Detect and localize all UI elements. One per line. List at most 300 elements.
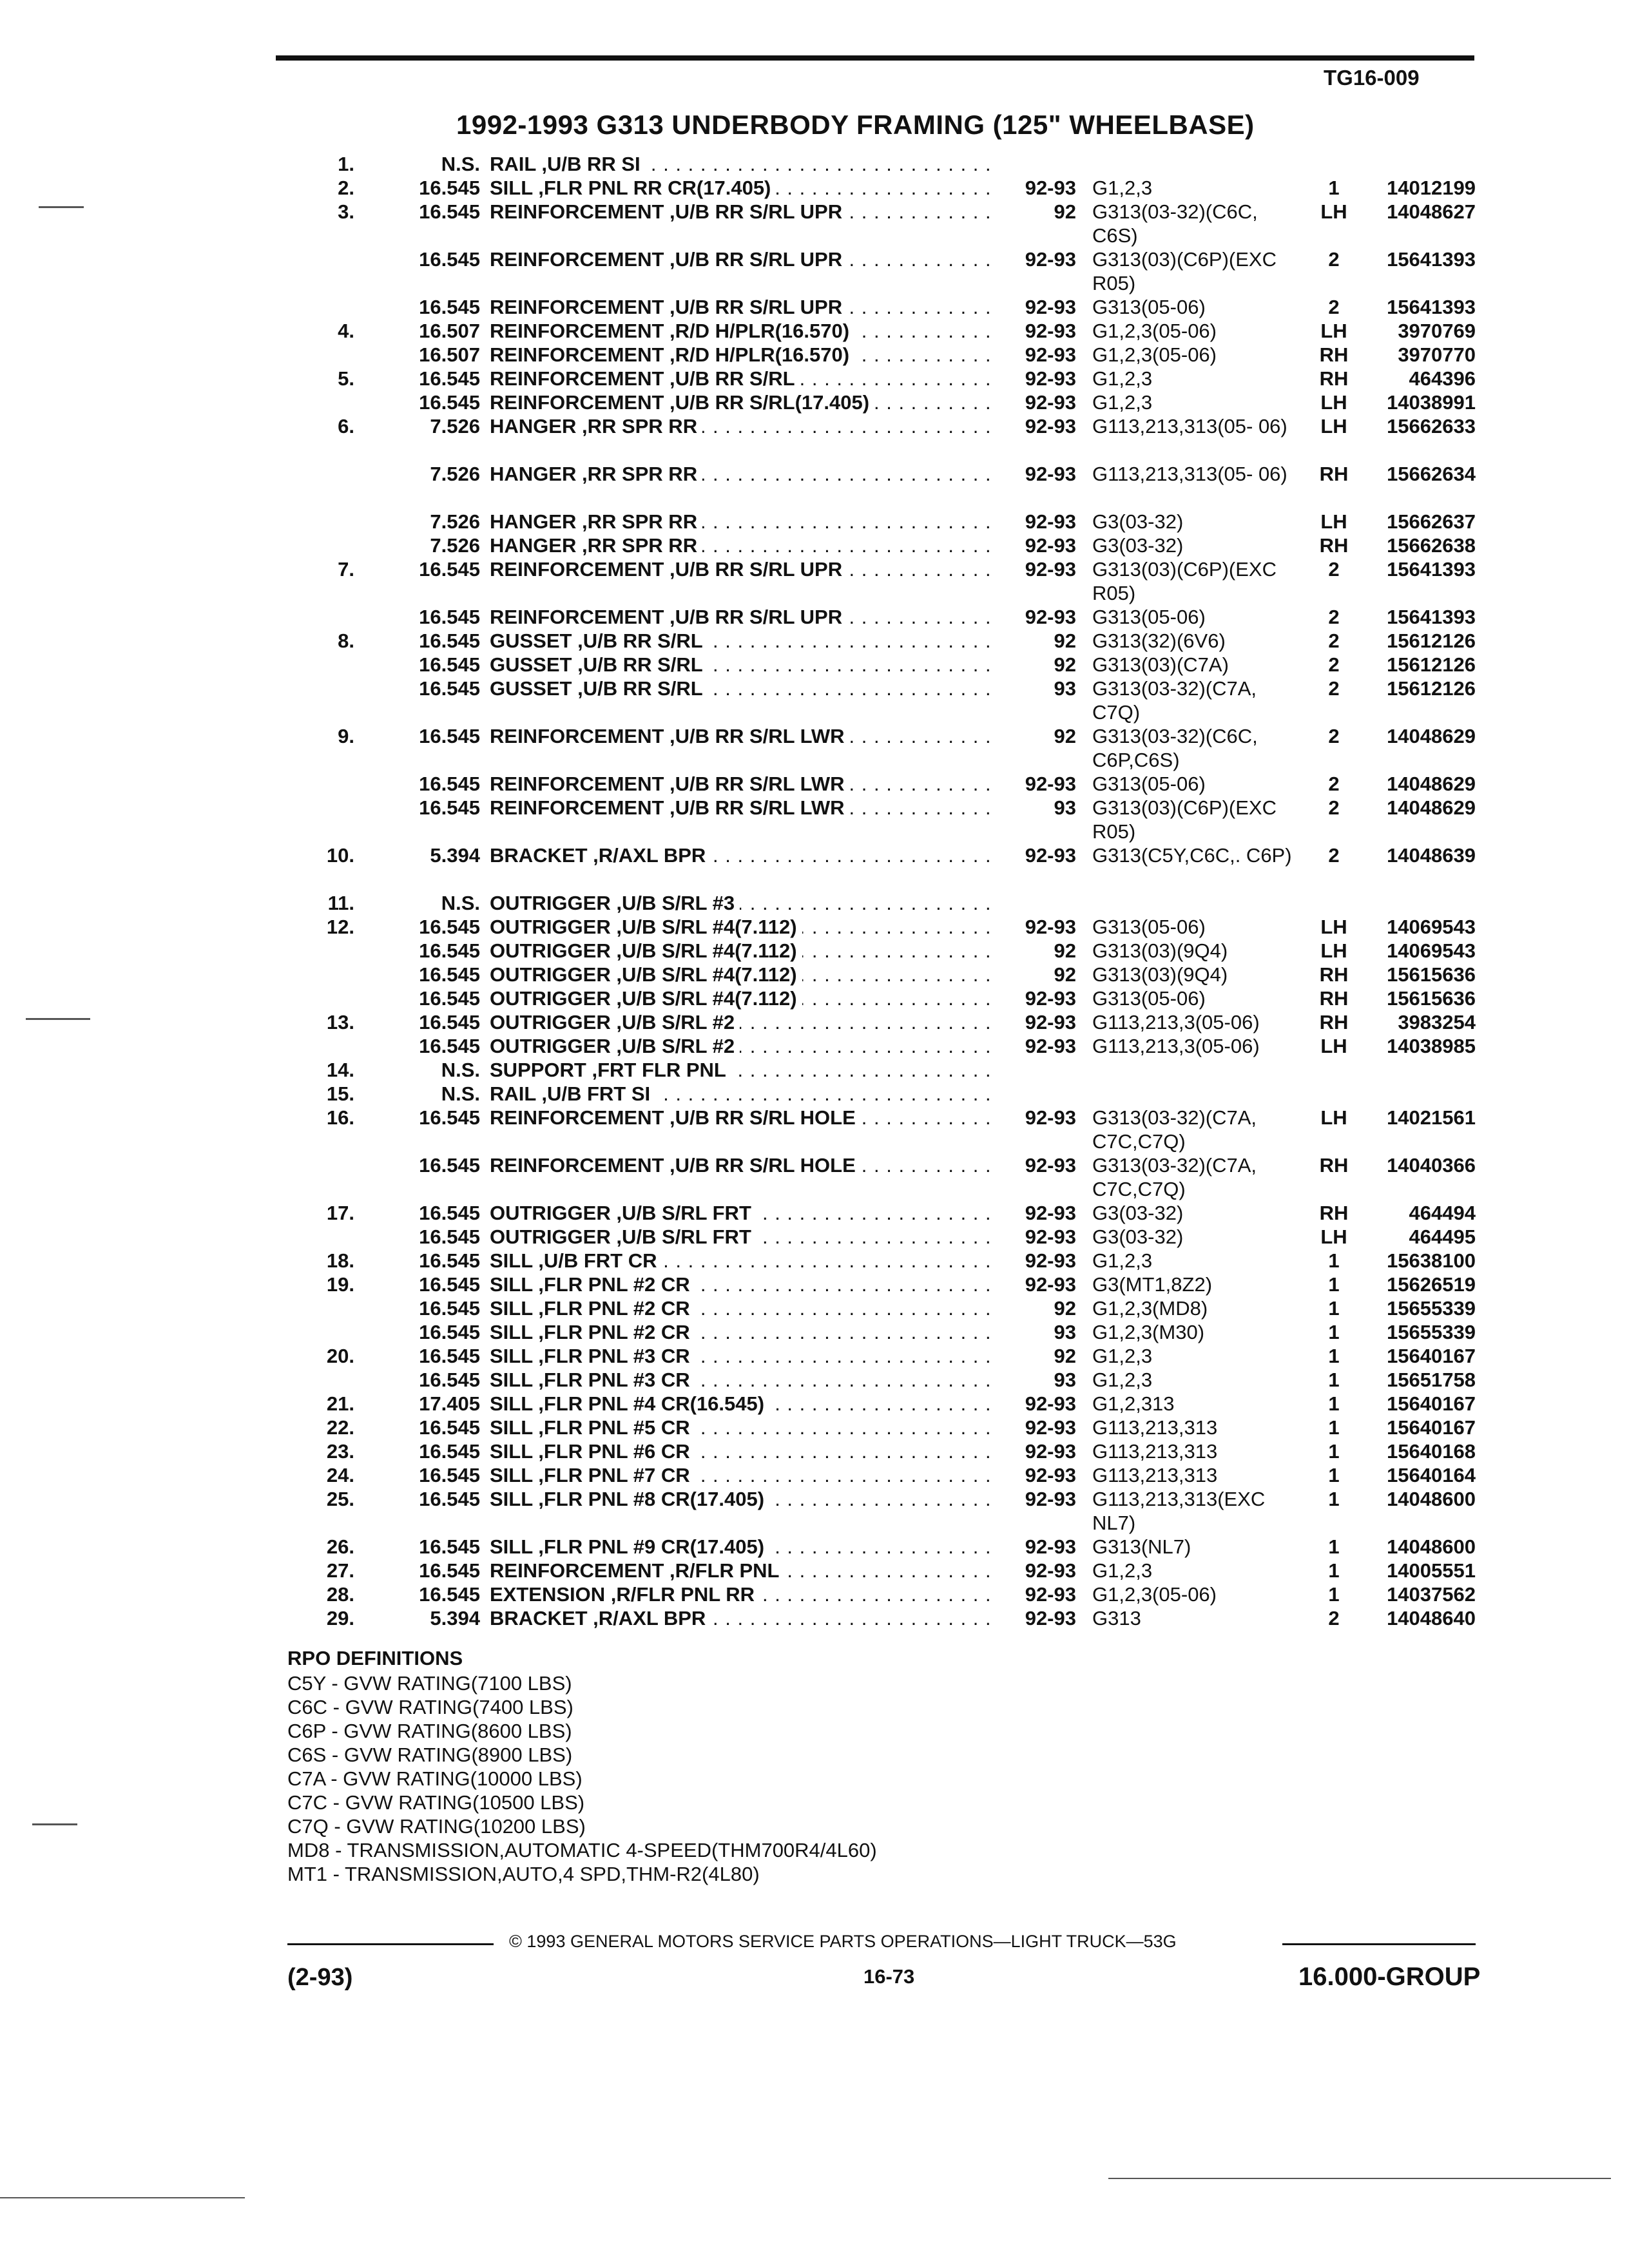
description-text: SILL ,FLR PNL #5 CR — [490, 1416, 695, 1439]
part-description — [490, 629, 996, 653]
quantity: 1 — [1328, 1535, 1340, 1558]
item-number: 11. — [327, 892, 354, 914]
model-years: 92-93 — [1025, 1035, 1076, 1057]
group-number: 16.545 — [419, 177, 480, 199]
part-description — [490, 200, 996, 224]
description-text: REINFORCEMENT ,R/D H/PLR(16.570) — [490, 320, 854, 342]
quantity: 1 — [1328, 1297, 1340, 1320]
part-description — [490, 1273, 996, 1296]
part-number: 14012199 — [1387, 177, 1476, 199]
model-years: 92-93 — [1025, 1106, 1076, 1129]
description-text: REINFORCEMENT ,U/B RR S/RL — [490, 367, 800, 390]
item-number: 3. — [338, 200, 354, 223]
group-number: 16.545 — [419, 1535, 480, 1558]
quantity: 1 — [1328, 1273, 1340, 1296]
part-description — [490, 319, 996, 343]
quantity: 2 — [1328, 558, 1340, 581]
item-number: 9. — [338, 725, 354, 747]
part-description — [490, 557, 996, 581]
item-number: 20. — [326, 1345, 354, 1367]
description-text: REINFORCEMENT ,U/B RR S/RL UPR — [490, 248, 847, 271]
group-number: N.S. — [441, 892, 480, 914]
part-row — [0, 915, 1629, 939]
part-row — [0, 1606, 1629, 1630]
model-usage: G1,2,3 — [1092, 391, 1153, 414]
group-number: 16.545 — [419, 916, 480, 938]
footer-rule-left — [287, 1943, 494, 1945]
item-number: 25. — [326, 1488, 354, 1510]
description-text: SILL ,U/B FRT CR — [490, 1249, 662, 1272]
model-usage: G1,2,3 — [1092, 1249, 1153, 1272]
part-row — [0, 1153, 1629, 1201]
part-description — [490, 1392, 996, 1416]
item-number: 27. — [326, 1559, 354, 1582]
model-years: 92-93 — [1025, 558, 1076, 581]
model-usage: G313(03-32)(C6C, C6P,C6S) — [1092, 725, 1258, 771]
item-number: 6. — [338, 415, 354, 437]
group-number: 16.545 — [419, 987, 480, 1010]
model-usage: G313(32)(6V6) — [1092, 629, 1226, 652]
rpo-definition: C7C - GVW RATING(10500 LBS) — [287, 1791, 585, 1814]
model-years: 92 — [1054, 939, 1076, 962]
item-number: 19. — [326, 1273, 354, 1296]
part-description — [490, 1439, 996, 1463]
part-number: 15662638 — [1387, 534, 1476, 557]
part-number: 15626519 — [1387, 1273, 1476, 1296]
quantity: 1 — [1328, 1345, 1340, 1367]
description-text: RAIL ,U/B FRT SI — [490, 1082, 655, 1105]
description-text: SUPPORT ,FRT FLR PNL — [490, 1059, 731, 1081]
scan-mark — [39, 206, 84, 208]
part-description — [490, 390, 996, 414]
model-years: 92-93 — [1025, 248, 1076, 271]
scan-mark — [26, 1018, 90, 1020]
item-number: 16. — [326, 1106, 354, 1129]
model-usage: G313(05-06) — [1092, 916, 1206, 938]
part-number: 15640164 — [1387, 1464, 1476, 1486]
rpo-definition: C6S - GVW RATING(8900 LBS) — [287, 1744, 573, 1766]
part-number: 15651758 — [1387, 1369, 1476, 1391]
model-years: 92 — [1054, 653, 1076, 676]
part-row — [0, 843, 1629, 891]
group-number: 16.507 — [419, 320, 480, 342]
part-description — [490, 1606, 996, 1630]
part-row — [0, 605, 1629, 629]
quantity: LH — [1320, 415, 1347, 437]
item-number: 21. — [326, 1392, 354, 1415]
part-description — [490, 677, 996, 700]
quantity: LH — [1320, 510, 1347, 533]
quantity: 2 — [1328, 677, 1340, 700]
model-years: 92-93 — [1025, 367, 1076, 390]
group-number: 16.545 — [419, 1488, 480, 1510]
part-row — [0, 1106, 1629, 1153]
model-usage: G113,213,313 — [1092, 1464, 1218, 1486]
part-number: 15612126 — [1387, 677, 1476, 700]
model-usage: G313(03)(C6P)(EXC R05) — [1092, 796, 1277, 843]
part-row — [0, 963, 1629, 986]
model-usage: G113,213,3(05-06) — [1092, 1011, 1260, 1033]
group-number: 16.545 — [419, 1583, 480, 1606]
description-text: REINFORCEMENT ,U/B RR S/RL UPR — [490, 558, 847, 581]
part-description — [490, 915, 996, 939]
item-number: 24. — [326, 1464, 354, 1486]
part-number: 14040366 — [1387, 1154, 1476, 1177]
item-number: 14. — [326, 1059, 354, 1081]
description-text: REINFORCEMENT ,U/B RR S/RL UPR — [490, 606, 847, 628]
group-number: 16.545 — [419, 677, 480, 700]
model-usage: G113,213,313 — [1092, 1440, 1218, 1463]
description-text: REINFORCEMENT ,R/FLR PNL — [490, 1559, 785, 1582]
item-number: 7. — [338, 558, 354, 581]
model-years: 93 — [1054, 1369, 1076, 1391]
model-usage: G113,213,313(05- 06) — [1092, 463, 1287, 485]
model-usage: G313(03)(C6P)(EXC R05) — [1092, 558, 1277, 604]
part-description — [490, 367, 996, 390]
part-row — [0, 1296, 1629, 1320]
model-years: 92-93 — [1025, 606, 1076, 628]
description-text: REINFORCEMENT ,U/B RR S/RL HOLE — [490, 1106, 861, 1129]
model-usage: G1,2,3(MD8) — [1092, 1297, 1208, 1320]
part-description — [490, 1082, 996, 1106]
item-number: 28. — [326, 1583, 354, 1606]
part-number: 15612126 — [1387, 653, 1476, 676]
description-text: SILL ,FLR PNL #3 CR — [490, 1369, 695, 1391]
description-text: EXTENSION ,R/FLR PNL RR — [490, 1583, 760, 1606]
model-years: 92-93 — [1025, 1464, 1076, 1486]
model-usage: G313(03-32)(C7A, C7C,C7Q) — [1092, 1154, 1257, 1200]
quantity: 1 — [1328, 1440, 1340, 1463]
item-number: 17. — [326, 1202, 354, 1224]
part-description — [490, 843, 996, 867]
model-usage: G313(03)(9Q4) — [1092, 963, 1228, 986]
top-rule — [276, 55, 1474, 61]
part-description — [490, 1010, 996, 1034]
part-number: 14048627 — [1387, 200, 1476, 223]
group-number: 7.526 — [430, 534, 480, 557]
description-text: GUSSET ,U/B RR S/RL — [490, 677, 708, 700]
model-years: 92-93 — [1025, 177, 1076, 199]
part-row — [0, 1559, 1629, 1582]
part-description — [490, 939, 996, 963]
description-text: SILL ,FLR PNL #6 CR — [490, 1440, 695, 1463]
model-years: 93 — [1054, 796, 1076, 819]
group-number: 16.545 — [419, 1106, 480, 1129]
quantity: 2 — [1328, 248, 1340, 271]
model-years: 92-93 — [1025, 343, 1076, 366]
part-description — [490, 1487, 996, 1511]
description-text: REINFORCEMENT ,U/B RR S/RL LWR — [490, 796, 850, 819]
model-years: 92-93 — [1025, 1488, 1076, 1510]
quantity: RH — [1319, 534, 1349, 557]
quantity: RH — [1319, 343, 1349, 366]
group-number: 16.545 — [419, 773, 480, 795]
model-years: 92-93 — [1025, 391, 1076, 414]
part-row — [0, 557, 1629, 605]
part-number: 464494 — [1409, 1202, 1476, 1224]
part-row — [0, 1535, 1629, 1559]
quantity: 1 — [1328, 1464, 1340, 1486]
description-text: REINFORCEMENT ,U/B RR S/RL LWR — [490, 725, 850, 747]
rpo-definition: C6C - GVW RATING(7400 LBS) — [287, 1696, 574, 1718]
scan-mark — [0, 2197, 245, 2198]
part-row — [0, 724, 1629, 772]
description-text: OUTRIGGER ,U/B S/RL #3 — [490, 892, 740, 914]
part-description — [490, 1368, 996, 1392]
quantity: 2 — [1328, 296, 1340, 318]
group-label: 16.000-GROUP — [1298, 1963, 1481, 1991]
model-years: 92-93 — [1025, 773, 1076, 795]
part-row — [0, 1010, 1629, 1034]
part-number: 14069543 — [1387, 939, 1476, 962]
part-number: 15641393 — [1387, 296, 1476, 318]
model-usage: G313(03)(C6P)(EXC R05) — [1092, 248, 1277, 294]
part-number: 15640168 — [1387, 1440, 1476, 1463]
rpo-definition: MD8 - TRANSMISSION,AUTOMATIC 4-SPEED(THM700R4/4L60) — [287, 1839, 877, 1861]
part-description — [490, 1225, 996, 1249]
rpo-definition: C7Q - GVW RATING(10200 LBS) — [287, 1815, 586, 1838]
model-usage: G113,213,313(EXC NL7) — [1092, 1488, 1266, 1534]
model-years: 92-93 — [1025, 1535, 1076, 1558]
description-text: SILL ,FLR PNL #4 CR(16.545) — [490, 1392, 769, 1415]
part-number: 14048629 — [1387, 773, 1476, 795]
part-description — [490, 1344, 996, 1368]
model-years: 92-93 — [1025, 296, 1076, 318]
part-description — [490, 176, 996, 200]
part-row — [0, 510, 1629, 533]
description-text: OUTRIGGER ,U/B S/RL #2 — [490, 1035, 740, 1057]
group-number: N.S. — [441, 153, 480, 175]
item-number: 15. — [326, 1082, 354, 1105]
part-number: 14069543 — [1387, 916, 1476, 938]
group-number: 16.545 — [419, 1297, 480, 1320]
part-description — [490, 1106, 996, 1129]
part-row — [0, 1058, 1629, 1082]
description-text: OUTRIGGER ,U/B S/RL FRT — [490, 1225, 757, 1248]
parts-list — [0, 152, 1629, 1630]
part-number: 15640167 — [1387, 1416, 1476, 1439]
quantity: 1 — [1328, 1249, 1340, 1272]
model-years: 92-93 — [1025, 1416, 1076, 1439]
description-text: SILL ,FLR PNL #9 CR(17.405) — [490, 1535, 769, 1558]
part-description — [490, 152, 996, 176]
part-description — [490, 1034, 996, 1058]
page-number: 16-73 — [863, 1965, 915, 1988]
group-number: 16.545 — [419, 1464, 480, 1486]
item-number: 2. — [338, 177, 354, 199]
model-years: 92-93 — [1025, 1559, 1076, 1582]
model-years: 92 — [1054, 1297, 1076, 1320]
part-row — [0, 1439, 1629, 1463]
part-row — [0, 462, 1629, 510]
rpo-definition: C5Y - GVW RATING(7100 LBS) — [287, 1672, 572, 1695]
description-text: REINFORCEMENT ,R/D H/PLR(16.570) — [490, 343, 854, 366]
rpo-definition: MT1 - TRANSMISSION,AUTO,4 SPD,THM-R2(4L80) — [287, 1863, 760, 1885]
description-text: HANGER ,RR SPR RR — [490, 510, 702, 533]
part-number: 15638100 — [1387, 1249, 1476, 1272]
part-number: 15640167 — [1387, 1392, 1476, 1415]
part-row — [0, 176, 1629, 200]
part-row — [0, 796, 1629, 843]
description-text: REINFORCEMENT ,U/B RR S/RL LWR — [490, 773, 850, 795]
part-number: 464396 — [1409, 367, 1476, 390]
model-usage: G1,2,3(M30) — [1092, 1321, 1205, 1343]
group-number: 16.507 — [419, 343, 480, 366]
model-usage: G313(05-06) — [1092, 773, 1206, 795]
part-description — [490, 510, 996, 533]
description-text: GUSSET ,U/B RR S/RL — [490, 629, 708, 652]
part-row — [0, 1249, 1629, 1273]
part-row — [0, 1582, 1629, 1606]
quantity: RH — [1319, 1202, 1349, 1224]
part-description — [490, 533, 996, 557]
group-number: 16.545 — [419, 1345, 480, 1367]
quantity: 2 — [1328, 629, 1340, 652]
description-text: SILL ,FLR PNL #2 CR — [490, 1321, 695, 1343]
model-usage: G3(03-32) — [1092, 510, 1184, 533]
part-description — [490, 605, 996, 629]
quantity: 2 — [1328, 653, 1340, 676]
description-text: SILL ,FLR PNL #7 CR — [490, 1464, 695, 1486]
group-number: 5.394 — [430, 1607, 480, 1629]
model-years: 92-93 — [1025, 1440, 1076, 1463]
group-number: 16.545 — [419, 1321, 480, 1343]
part-row — [0, 295, 1629, 319]
group-number: 16.545 — [419, 558, 480, 581]
part-number: 15662637 — [1387, 510, 1476, 533]
model-usage: G313(03-32)(C6C, C6S) — [1092, 200, 1258, 247]
model-usage: G1,2,3 — [1092, 367, 1153, 390]
part-number: 15640167 — [1387, 1345, 1476, 1367]
model-usage: G313(05-06) — [1092, 296, 1206, 318]
part-number: 15641393 — [1387, 606, 1476, 628]
part-row — [0, 629, 1629, 653]
part-number: 15655339 — [1387, 1297, 1476, 1320]
model-years: 92-93 — [1025, 415, 1076, 437]
part-number: 14048640 — [1387, 1607, 1476, 1629]
part-number: 15662633 — [1387, 415, 1476, 437]
quantity: 1 — [1328, 1392, 1340, 1415]
item-number: 5. — [338, 367, 354, 390]
model-years: 92-93 — [1025, 1249, 1076, 1272]
part-description — [490, 343, 996, 367]
item-number: 8. — [338, 629, 354, 652]
quantity: 1 — [1328, 1583, 1340, 1606]
quantity: 1 — [1328, 177, 1340, 199]
rpo-definition: C7A - GVW RATING(10000 LBS) — [287, 1767, 583, 1790]
part-row — [0, 414, 1629, 462]
part-row — [0, 390, 1629, 414]
model-usage: G1,2,3 — [1092, 177, 1153, 199]
model-years: 92-93 — [1025, 1607, 1076, 1629]
model-usage: G1,2,3(05-06) — [1092, 343, 1217, 366]
quantity: LH — [1320, 916, 1347, 938]
model-years: 92-93 — [1025, 1392, 1076, 1415]
part-row — [0, 1463, 1629, 1487]
model-usage: G113,213,313(05- 06) — [1092, 415, 1287, 437]
group-number: 16.545 — [419, 1559, 480, 1582]
part-row — [0, 533, 1629, 557]
model-years: 92-93 — [1025, 1011, 1076, 1033]
part-row — [0, 891, 1629, 915]
page-title: 1992-1993 G313 UNDERBODY FRAMING (125" WHEELBASE) — [456, 110, 1255, 140]
quantity: LH — [1320, 939, 1347, 962]
description-text: BRACKET ,R/AXL BPR — [490, 1607, 711, 1629]
part-number: 15615636 — [1387, 987, 1476, 1010]
group-number: 7.526 — [430, 510, 480, 533]
description-text: OUTRIGGER ,U/B S/RL #2 — [490, 1011, 740, 1033]
model-usage: G1,2,3(05-06) — [1092, 1583, 1217, 1606]
group-number: 16.545 — [419, 629, 480, 652]
part-row — [0, 1368, 1629, 1392]
item-number: 22. — [326, 1416, 354, 1439]
part-row — [0, 319, 1629, 343]
item-number: 10. — [326, 844, 354, 867]
group-number: N.S. — [441, 1082, 480, 1105]
part-description — [490, 1153, 996, 1177]
part-row — [0, 1201, 1629, 1225]
part-description — [490, 247, 996, 271]
model-usage: G313(03)(C7A) — [1092, 653, 1229, 676]
part-description — [490, 891, 996, 915]
description-text: REINFORCEMENT ,U/B RR S/RL HOLE — [490, 1154, 861, 1177]
part-row — [0, 1082, 1629, 1106]
group-number: 17.405 — [419, 1392, 480, 1415]
group-number: 7.526 — [430, 415, 480, 437]
description-text: HANGER ,RR SPR RR — [490, 415, 702, 437]
group-number: 16.545 — [419, 1225, 480, 1248]
quantity: 2 — [1328, 725, 1340, 747]
part-row — [0, 939, 1629, 963]
model-usage: G313(03)(9Q4) — [1092, 939, 1228, 962]
group-number: 16.545 — [419, 725, 480, 747]
quantity: 1 — [1328, 1416, 1340, 1439]
part-number: 14048629 — [1387, 725, 1476, 747]
model-years: 92-93 — [1025, 510, 1076, 533]
part-description — [490, 1296, 996, 1320]
part-number: 14037562 — [1387, 1583, 1476, 1606]
part-description — [490, 1249, 996, 1273]
model-usage: G313(05-06) — [1092, 987, 1206, 1010]
description-text: SILL ,FLR PNL #8 CR(17.405) — [490, 1488, 769, 1510]
group-number: 16.545 — [419, 248, 480, 271]
description-text: SILL ,FLR PNL #3 CR — [490, 1345, 695, 1367]
description-text: OUTRIGGER ,U/B S/RL #4(7.112) — [490, 939, 802, 962]
part-description — [490, 1535, 996, 1559]
part-description — [490, 986, 996, 1010]
item-number: 4. — [338, 320, 354, 342]
item-number: 18. — [326, 1249, 354, 1272]
model-usage: G313 — [1092, 1607, 1141, 1629]
rpo-heading: RPO DEFINITIONS — [287, 1647, 463, 1669]
quantity: LH — [1320, 200, 1347, 223]
part-number: 14048600 — [1387, 1488, 1476, 1510]
group-number: 16.545 — [419, 1035, 480, 1057]
item-number: 13. — [326, 1011, 354, 1033]
model-years: 92-93 — [1025, 916, 1076, 938]
group-number: 5.394 — [430, 844, 480, 867]
description-text: HANGER ,RR SPR RR — [490, 534, 702, 557]
part-number: 15612126 — [1387, 629, 1476, 652]
quantity: LH — [1320, 1035, 1347, 1057]
group-number: 16.545 — [419, 391, 480, 414]
model-years: 92-93 — [1025, 1154, 1076, 1177]
model-years: 92 — [1054, 1345, 1076, 1367]
model-usage: G3(MT1,8Z2) — [1092, 1273, 1213, 1296]
model-usage: G1,2,3(05-06) — [1092, 320, 1217, 342]
quantity: 1 — [1328, 1369, 1340, 1391]
quantity: 2 — [1328, 773, 1340, 795]
